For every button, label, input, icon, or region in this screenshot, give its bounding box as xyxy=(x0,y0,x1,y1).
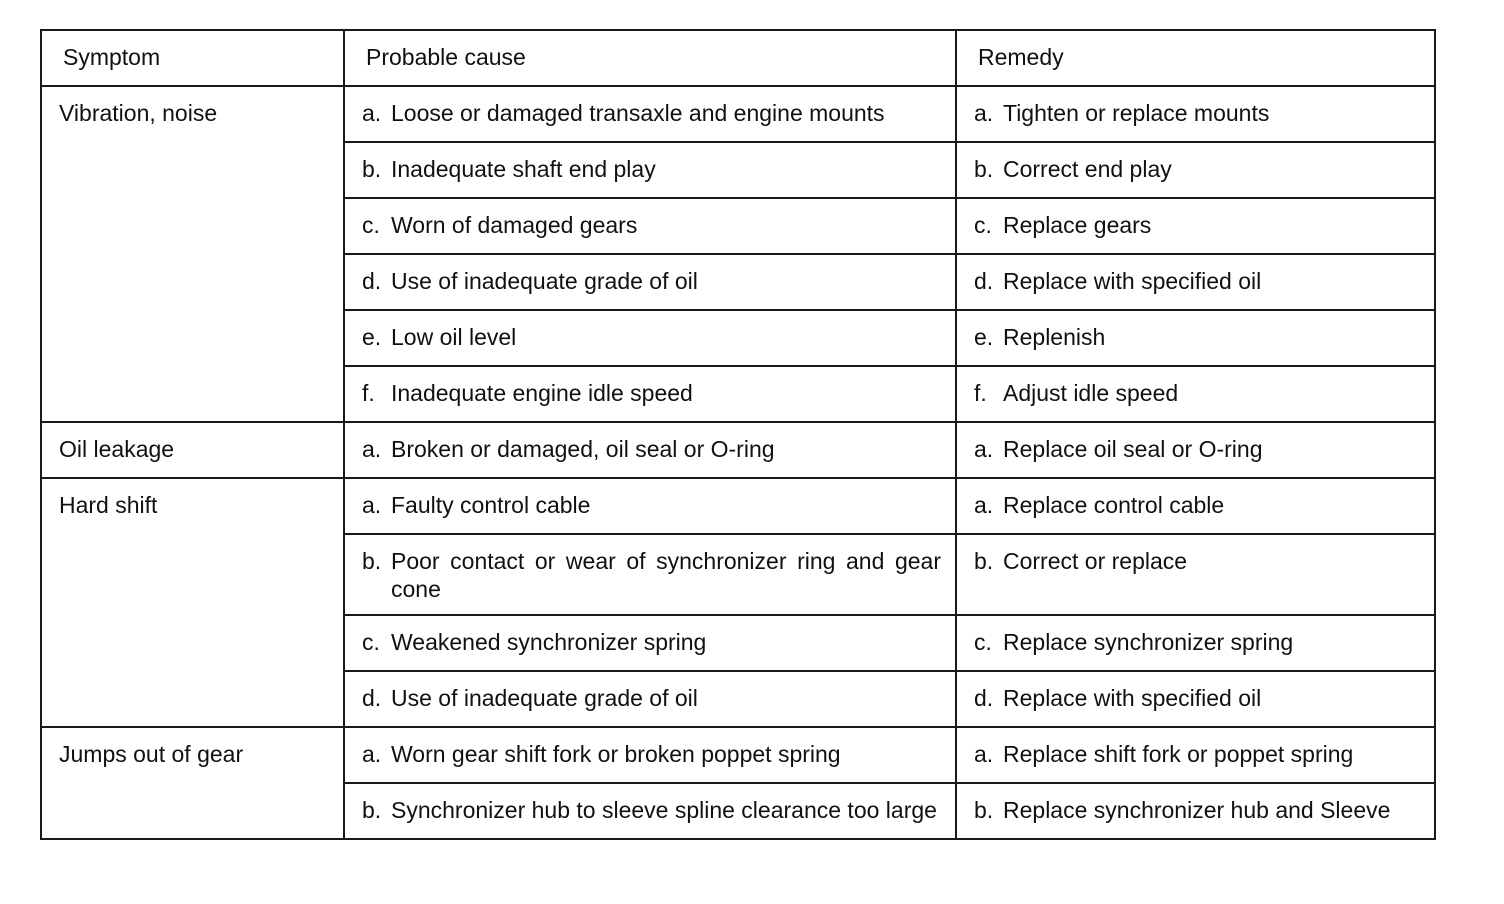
cause-letter: a. xyxy=(362,100,382,126)
cause-letter: a. xyxy=(362,492,382,518)
remedy-text: Replace synchronizer spring xyxy=(1003,629,1294,655)
remedy-text: Replace gears xyxy=(1003,212,1152,238)
remedy-text: Replenish xyxy=(1003,324,1106,350)
cause-cell xyxy=(344,254,956,310)
remedy-cell xyxy=(956,478,1435,534)
cause-text: Use of inadequate grade of oil xyxy=(391,268,698,294)
cause-letter: c. xyxy=(362,212,380,238)
cause-cell xyxy=(344,366,956,422)
cause-cell xyxy=(344,478,956,534)
remedy-cell xyxy=(956,727,1435,783)
remedy-text: Tighten or replace mounts xyxy=(1003,100,1270,126)
cause-text: Faulty control cable xyxy=(391,492,591,518)
cause-text: Worn of damaged gears xyxy=(391,212,638,238)
symptom-label: Jumps out of gear xyxy=(59,741,244,767)
cause-text: Inadequate shaft end play xyxy=(391,156,656,182)
cause-text: Synchronizer hub to sleeve spline clearance too large xyxy=(391,797,937,823)
cause-letter: d. xyxy=(362,685,382,711)
remedy-cell xyxy=(956,534,1435,615)
remedy-cell xyxy=(956,86,1435,142)
remedy-text: Adjust idle speed xyxy=(1003,380,1179,406)
cause-text: Low oil level xyxy=(391,324,517,350)
remedy-letter: b. xyxy=(974,797,994,823)
remedy-text: Replace with specified oil xyxy=(1003,685,1262,711)
cause-cell xyxy=(344,783,956,839)
symptom-label: Vibration, noise xyxy=(59,100,218,126)
remedy-cell xyxy=(956,310,1435,366)
cause-letter: d. xyxy=(362,268,382,294)
cause-text: Worn gear shift fork or broken poppet spring xyxy=(391,741,841,767)
symptom-cell xyxy=(41,727,344,839)
cause-text: Loose or damaged transaxle and engine mounts xyxy=(391,100,885,126)
remedy-letter: d. xyxy=(974,268,994,294)
cause-letter: f. xyxy=(362,380,375,406)
cause-letter: e. xyxy=(362,324,382,350)
remedy-cell xyxy=(956,142,1435,198)
remedy-text: Replace oil seal or O-ring xyxy=(1003,436,1263,462)
cause-cell xyxy=(344,727,956,783)
remedy-cell xyxy=(956,366,1435,422)
remedy-text: Correct or replace xyxy=(1003,548,1188,574)
symptom-cell xyxy=(41,478,344,727)
remedy-letter: b. xyxy=(974,156,994,182)
cause-text: Weakened synchronizer spring xyxy=(391,629,707,655)
remedy-letter: e. xyxy=(974,324,994,350)
symptom-label: Oil leakage xyxy=(59,436,175,462)
symptom-label: Hard shift xyxy=(59,492,158,518)
cause-text: Use of inadequate grade of oil xyxy=(391,685,698,711)
cause-cell xyxy=(344,310,956,366)
header-probable-cause: Probable cause xyxy=(344,30,956,86)
remedy-letter: c. xyxy=(974,212,992,238)
cause-letter: b. xyxy=(362,156,382,182)
header-row xyxy=(41,30,1435,86)
remedy-text: Replace synchronizer hub and Sleeve xyxy=(1003,797,1391,823)
cause-cell xyxy=(344,422,956,478)
cause-letter: b. xyxy=(362,548,382,574)
cause-cell xyxy=(344,615,956,671)
remedy-text: Correct end play xyxy=(1003,156,1172,182)
cause-text: Broken or damaged, oil seal or O-ring xyxy=(391,436,775,462)
remedy-cell xyxy=(956,783,1435,839)
header-symptom: Symptom xyxy=(41,30,344,86)
remedy-cell xyxy=(956,422,1435,478)
remedy-letter: c. xyxy=(974,629,992,655)
remedy-letter: f. xyxy=(974,380,987,406)
remedy-letter: d. xyxy=(974,685,994,711)
cause-letter: c. xyxy=(362,629,380,655)
remedy-letter: a. xyxy=(974,741,994,767)
cause-cell xyxy=(344,534,956,615)
table-row xyxy=(41,478,1435,534)
table-row xyxy=(41,727,1435,783)
remedy-text: Replace with specified oil xyxy=(1003,268,1262,294)
cause-text: Poor contact or wear of synchronizer ring and gear cone xyxy=(391,548,941,602)
cause-letter: a. xyxy=(362,741,382,767)
remedy-letter: a. xyxy=(974,436,994,462)
remedy-cell xyxy=(956,254,1435,310)
remedy-letter: a. xyxy=(974,100,994,126)
remedy-letter: a. xyxy=(974,492,994,518)
cause-cell xyxy=(344,198,956,254)
table-row xyxy=(41,86,1435,142)
cause-letter: b. xyxy=(362,797,382,823)
remedy-cell xyxy=(956,198,1435,254)
cause-cell xyxy=(344,86,956,142)
remedy-letter: b. xyxy=(974,548,994,574)
symptom-cell xyxy=(41,86,344,422)
troubleshooting-table xyxy=(40,29,1436,840)
header-remedy: Remedy xyxy=(956,30,1435,86)
cause-letter: a. xyxy=(362,436,382,462)
remedy-cell xyxy=(956,615,1435,671)
remedy-text: Replace shift fork or poppet spring xyxy=(1003,741,1354,767)
remedy-text: Replace control cable xyxy=(1003,492,1225,518)
cause-text: Inadequate engine idle speed xyxy=(391,380,693,406)
cause-cell xyxy=(344,142,956,198)
symptom-cell xyxy=(41,422,344,478)
cause-cell xyxy=(344,671,956,727)
remedy-cell xyxy=(956,671,1435,727)
table-row xyxy=(41,422,1435,478)
